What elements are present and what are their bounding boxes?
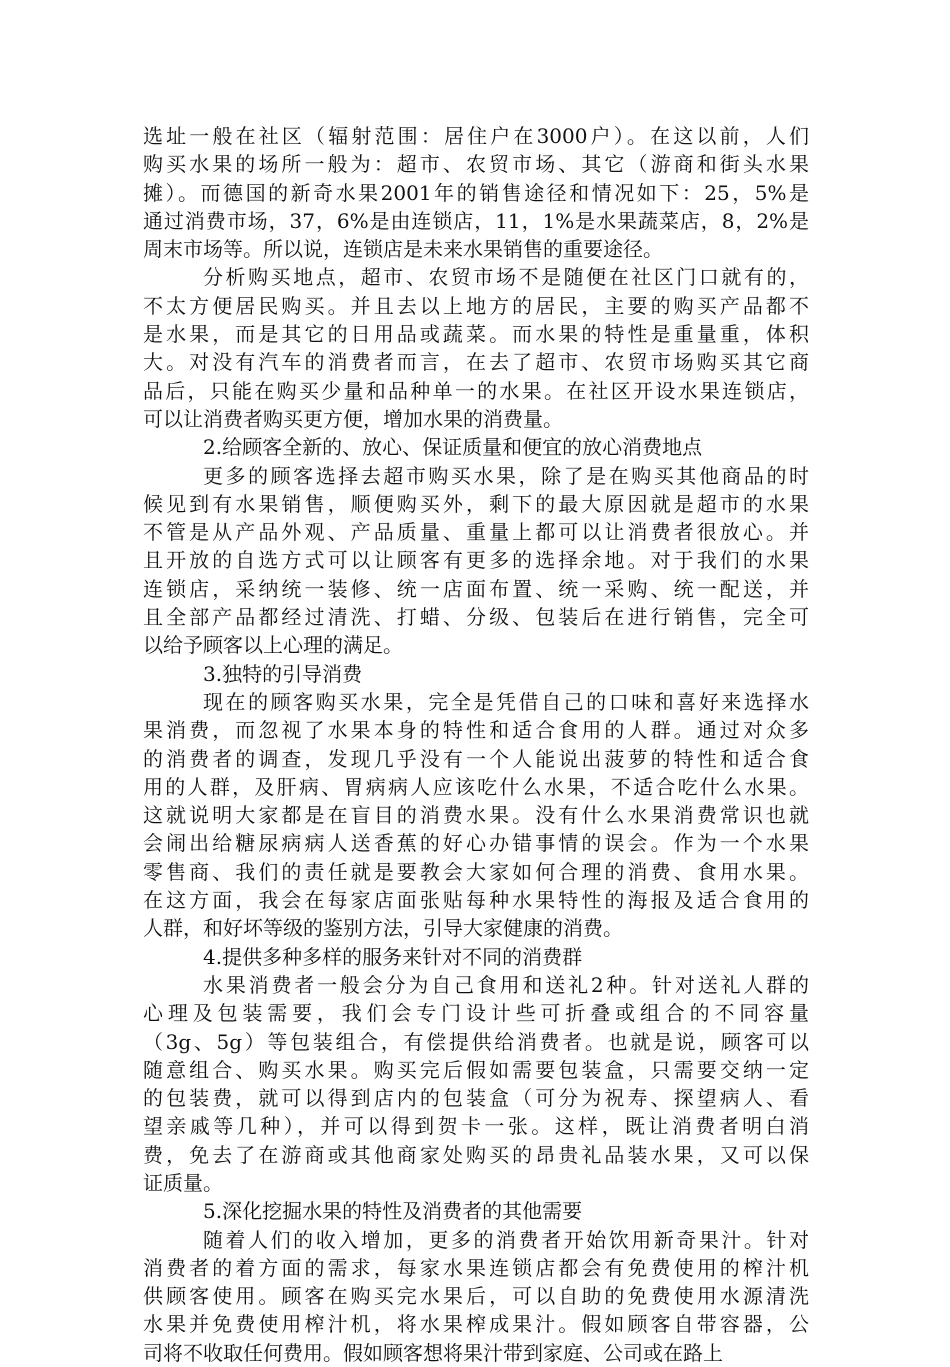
paragraph-line: （3g、5g）等包装组合，有偿提供给消费者。也就是说，顾客可以 — [143, 1029, 809, 1054]
section-heading: 5.深化挖掘水果的特性及消费者的其他需要 — [203, 1199, 583, 1224]
section-heading: 3.独特的引导消费 — [203, 661, 363, 686]
section-heading: 2.给顾客全新的、放心、保证质量和便宜的放心消费地点 — [203, 435, 703, 460]
paragraph-line: 连锁店，采纳统一装修、统一店面布置、统一采购、统一配送，并 — [143, 576, 809, 601]
paragraph-line: 用的人群，及肝病、胃病病人应该吃什么水果，不适合吃什么水果。 — [143, 774, 809, 799]
paragraph-line: 且全部产品都经过清洗、打蜡、分级、包装后在进行销售，完全可 — [143, 605, 809, 630]
paragraph-line: 心理及包装需要，我们会专门设计些可折叠或组合的不同容量 — [143, 1001, 809, 1026]
paragraph-line: 果消费，而忽视了水果本身的特性和适合食用的人群。通过对众多 — [143, 718, 809, 743]
paragraph-line: 供顾客使用。顾客在购买完水果后，可以自助的免费使用水源清洗 — [143, 1284, 809, 1309]
paragraph-line: 候见到有水果销售，顺便购买外，剩下的最大原因就是超市的水果 — [143, 491, 809, 516]
paragraph-line: 随意组合、购买水果。购买完后假如需要包装盒，只需要交纳一定 — [143, 1057, 809, 1082]
paragraph-line: 这就说明大家都是在盲目的消费水果。没有什么水果消费常识也就 — [143, 803, 809, 828]
paragraph-line: 摊）。而德国的新奇水果2001年的销售途径和情况如下：25，5%是 — [143, 180, 809, 205]
paragraph-line: 更多的顾客选择去超市购买水果，除了是在购买其他商品的时 — [203, 463, 809, 488]
paragraph-line: 费，免去了在游商或其他商家处购买的昂贵礼品装水果，又可以保 — [143, 1142, 809, 1167]
paragraph-line: 周末市场等。所以说，连锁店是未来水果销售的重要途径。 — [143, 237, 663, 262]
paragraph-line: 消费者的着方面的需求，每家水果连锁店都会有免费使用的榨汁机 — [143, 1255, 809, 1280]
paragraph-line: 品后，只能在购买少量和品种单一的水果。在社区开设水果连锁店， — [143, 378, 809, 403]
paragraph-line: 现在的顾客购买水果，完全是凭借自己的口味和喜好来选择水 — [203, 689, 809, 714]
paragraph-line: 选址一般在社区（辐射范围：居住户在3000户）。在这以前，人们 — [143, 124, 809, 148]
paragraph-line: 零售商、我们的责任就是要教会大家如何合理的消费、食用水果。 — [143, 859, 809, 884]
paragraph-line: 不太方便居民购买。并且去以上地方的居民，主要的购买产品都不 — [143, 293, 809, 318]
paragraph-line: 随着人们的收入增加，更多的消费者开始饮用新奇果汁。针对 — [203, 1227, 809, 1252]
paragraph-line: 且开放的自选方式可以让顾客有更多的选择余地。对于我们的水果 — [143, 548, 809, 573]
paragraph-line: 购买水果的场所一般为：超市、农贸市场、其它（游商和街头水果 — [143, 152, 809, 177]
section-heading: 4.提供多种多样的服务来针对不同的消费群 — [203, 944, 583, 969]
paragraph-line: 分析购买地点，超市、农贸市场不是随便在社区门口就有的， — [203, 265, 809, 290]
paragraph-line: 是水果，而是其它的日用品或蔬菜。而水果的特性是重量重，体积 — [143, 322, 809, 347]
paragraph-line: 不管是从产品外观、产品质量、重量上都可以让消费者很放心。并 — [143, 520, 809, 545]
paragraph-line: 证质量。 — [143, 1170, 223, 1195]
paragraph-line: 大。对没有汽车的消费者而言，在去了超市、农贸市场购买其它商 — [143, 350, 809, 375]
document-page — [143, 122, 809, 1367]
paragraph-line: 在这方面，我会在每家店面张贴每种水果特性的海报及适合食用的 — [143, 888, 809, 913]
paragraph-line: 通过消费市场，37，6%是由连锁店，11，1%是水果蔬菜店，8，2%是 — [143, 208, 809, 233]
paragraph-line: 会闹出给糖尿病病人送香蕉的好心办错事情的误会。作为一个水果 — [143, 831, 809, 856]
paragraph-line: 以给予顾客以上心理的满足。 — [143, 633, 403, 658]
paragraph-line: 人群，和好坏等级的鉴别方法，引导大家健康的消费。 — [143, 916, 623, 941]
paragraph-line: 的包装费，就可以得到店内的包装盒（可分为祝寿、探望病人、看 — [143, 1086, 809, 1111]
paragraph-line: 司将不收取任何费用。假如顾客想将果汁带到家庭、公司或在路上 — [143, 1340, 723, 1365]
paragraph-line: 水果消费者一般会分为自己食用和送礼2种。针对送礼人群的 — [203, 972, 809, 997]
paragraph-line: 的消费者的调查，发现几乎没有一个人能说出菠萝的特性和适合食 — [143, 746, 809, 771]
paragraph-line: 望亲戚等几种），并可以得到贺卡一张。这样，既让消费者明白消 — [143, 1114, 809, 1139]
paragraph-line: 可以让消费者购买更方便，增加水果的消费量。 — [143, 406, 563, 431]
paragraph-line: 水果并免费使用榨汁机，将水果榨成果汁。假如顾客自带容器，公 — [143, 1312, 809, 1337]
